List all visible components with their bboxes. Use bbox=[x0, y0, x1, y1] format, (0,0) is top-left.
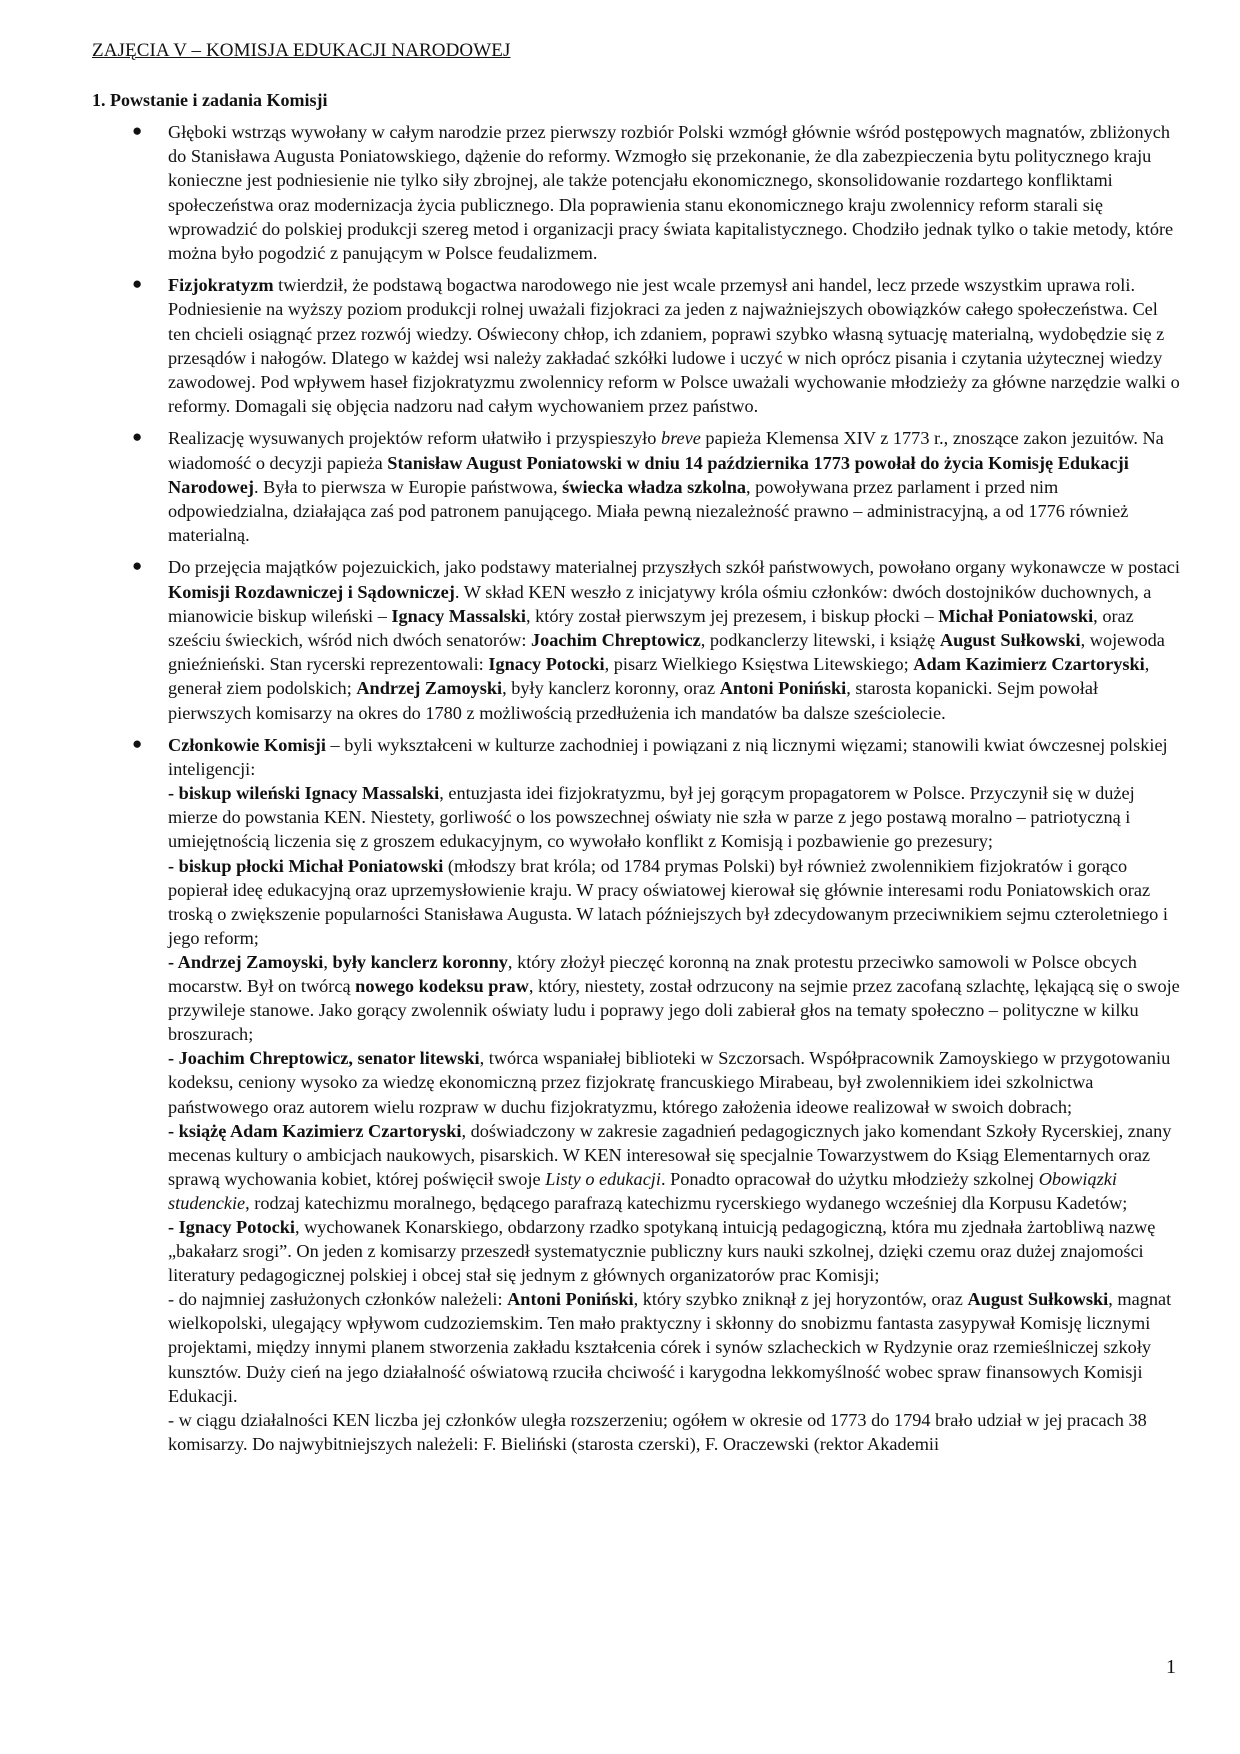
paragraph-run: , który, niestety, został odrzucony na sejmie przez zacofaną szlachtę, lękającą się o swoje przywileje stanowe. Jako gorący zwolennik oświaty ludu i poprawy jego doli zabierał głos na tematy społeczno – polityczne w kilku broszurach; bbox=[168, 976, 1180, 1045]
italic-term: Obowiązki studenckie bbox=[168, 1168, 1117, 1213]
bold-term: Michał Poniatowski bbox=[938, 605, 1094, 626]
member-entry bbox=[168, 950, 1180, 1046]
paragraph-run: – byli wykształceni w kulturze zachodniej i powiązani z nią licznymi więzami; stanowili kwiat ówczesnej polskiej inteligencji: bbox=[168, 734, 1168, 780]
member-entry bbox=[168, 854, 1180, 950]
member-entry bbox=[168, 781, 1180, 853]
bullet-icon: ● bbox=[132, 733, 143, 753]
member-entry bbox=[168, 1215, 1180, 1287]
paragraph-run: , doświadczony w zakresie zagadnień pedagogicznych jako komendant Szkoły Rycerskiej, znany mecenas kultury o ambicjach naukowych, pisarskich. W KEN interesował się specjalnie Towarzystwem do Ksiąg Elementarnych oraz sprawą wychowania kobiet, której poświęcił swoje bbox=[168, 1120, 1172, 1189]
paragraph-text bbox=[168, 733, 1180, 781]
section-heading: 1. Powstanie i zadania Komisji bbox=[92, 90, 328, 110]
list-item bbox=[132, 273, 1180, 418]
bold-term: Członkowie Komisji bbox=[168, 734, 326, 755]
paragraph-run: Do przejęcia majątków pojezuickich, jako podstawy materialnej przyszłych szkół państwowych, powołano organy wykonawcze w postaci bbox=[168, 557, 1180, 578]
page-number: 1 bbox=[1166, 1656, 1176, 1678]
paragraph-text: Głęboki wstrząs wywołany w całym narodzie przez pierwszy rozbiór Polski wzmógł głównie wśród postępowych magnatów, zbliżonych do Stanisława Augusta Poniatowskiego, dążenie do reformy. Wzmogło się przekonanie, że dla zabezpieczenia bytu politycznego kraju konieczne jest podniesienie nie tylko siły zbrojnej, ale także potencjału ekonomicznego, skonsolidowanie rozdartego konfliktami społeczeństwa oraz modernizacja życia publicznego. Dla poprawienia stanu ekonomicznego kraju zwolennicy reform starali się wprowadzić do polskiej produkcji szereg metod i organizacji pracy świata kapitalistycznego. Chodziło jednak tylko o takie metody, które można było pogodzić z panującym w Polsce feudalizmem. bbox=[168, 122, 1174, 264]
bold-term: - biskup płocki Michał Poniatowski bbox=[168, 855, 444, 876]
list-item bbox=[132, 733, 1180, 1456]
paragraph-run: , starosta kopanicki. Sejm powołał pierwszych komisarzy na okres do 1780 z możliwością przedłużenia ich mandatów ba dalsze sześciolecie. bbox=[168, 678, 1099, 723]
bold-term: - książę Adam Kazimierz Czartoryski bbox=[168, 1120, 462, 1141]
paragraph-run: , entuzjasta idei fizjokratyzmu, był jej gorącym propagatorem w Polsce. Przyczynił się w dużej mierze do powstania KEN. Niestety, gorliwość o los powszechnej oświaty nie szła w parze z jego postawą moralno – patriotyczną i umiejętnością liczenia się z groszem edukacyjnym, co wywołało konflikt z Komisją i pozbawienie go prezesury; bbox=[168, 783, 1135, 852]
document-title: ZAJĘCIA V – KOMISJA EDUKACJI NARODOWEJ bbox=[92, 40, 511, 61]
bold-term: - Ignacy Potocki bbox=[168, 1216, 295, 1237]
paragraph-run: twierdził, że podstawą bogactwa narodowego nie jest wcale przemysł ani handel, lecz przede wszystkim uprawa roli. Podniesienie na wyższy poziom produkcji rolnej uważali fizjokraci za jeden z najważniejszych obowiązków całego społeczeństwa. Cel ten chcieli osiągnąć przez rozwój wiedzy. Oświecony chłop, ich zdaniem, poprawi szybko własną sytuację materialną, wydobędzie się z przesądów i nałogów. Dlatego w każdej wsi należy zakładać szkółki ludowe i uczyć w nich oprócz pisania i czytania użytecznej wiedzy zawodowej. Pod wpływem haseł fizjokratyzmu zwolennicy reform w Polsce uważali wychowanie młodzieży za główne narzędzie walki o reformy. Domagali się objęcia nadzoru nad całym wychowaniem przez państwo. bbox=[168, 275, 1180, 417]
list-item bbox=[132, 426, 1180, 547]
italic-term: Listy o edukacji bbox=[545, 1168, 661, 1189]
bold-term: Adam Kazimierz Czartoryski bbox=[913, 654, 1145, 675]
paragraph-run: . W skład KEN weszło z inicjatywy króla ośmiu członków: dwóch dostojników duchownych, a mianowicie biskup wileński – bbox=[168, 581, 1152, 626]
paragraph-run: (młodszy brat króla; od 1784 prymas Polski) był również zwolennikiem fizjokratów i gorąco popierał ideę edukacyjną oraz uprzemysłowienie kraju. W pracy oświatowej kierował się głównie interesami rodu Poniatowskich oraz troską o zwiększenie popularności Stanisława Augusta. W latach późniejszych był zdecydowanym przeciwnikiem sejmu czteroletniego i jego reform; bbox=[168, 855, 1168, 948]
paragraph-run: , oraz sześciu świeckich, wśród nich dwóch senatorów: bbox=[168, 605, 1134, 651]
bold-term: Komisji Rozdawniczej i Sądowniczej bbox=[168, 581, 455, 602]
bold-term: Antoni Poniński bbox=[507, 1289, 634, 1310]
bold-term: - Andrzej Zamoyski bbox=[168, 951, 324, 972]
paragraph-run: , podkanclerzy litewski, i książę bbox=[700, 630, 940, 651]
paragraph-run: , który szybko zniknął z jej horyzontów, oraz bbox=[633, 1289, 968, 1310]
paragraph-run: . Była to pierwsza w Europie państwowa, bbox=[253, 476, 563, 497]
bold-term: były kanclerz koronny bbox=[332, 951, 508, 972]
bold-term: - biskup wileński Ignacy Massalski bbox=[168, 783, 440, 804]
bold-term: August Sułkowski bbox=[939, 630, 1081, 651]
bold-term: Ignacy Massalski bbox=[391, 605, 527, 626]
bold-term: Joachim Chreptowicz bbox=[531, 630, 701, 651]
member-entry bbox=[168, 1287, 1180, 1407]
bold-term: Ignacy Potocki bbox=[488, 654, 605, 675]
paragraph-text bbox=[168, 273, 1180, 418]
paragraph-run: , wojewoda gnieźnieński. Stan rycerski reprezentowali: bbox=[168, 630, 1165, 675]
list-item bbox=[132, 120, 1180, 265]
paragraph-run: , generał ziem podolskich; bbox=[168, 654, 1150, 699]
paragraph-run: Realizację wysuwanych projektów reform ułatwiło i przyspieszyło bbox=[168, 428, 661, 449]
paragraph-run: , bbox=[323, 951, 333, 972]
bullet-list bbox=[132, 120, 1180, 1464]
member-entry bbox=[168, 1408, 1180, 1456]
bullet-icon: ● bbox=[132, 556, 143, 576]
bold-term: Stanisław August Poniatowski w dniu 14 października 1773 powołał do życia Komisję Edukacji Narodowej bbox=[168, 452, 1129, 497]
bullet-icon: ● bbox=[132, 121, 143, 140]
paragraph-run: . Ponadto opracował do użytku młodzieży szkolnej bbox=[660, 1168, 1039, 1189]
paragraph-run: , wychowanek Konarskiego, obdarzony rzadko spotykaną intuicją pedagogiczną, która mu zjednała żartobliwą nazwę „bakałarz srogi”. On jeden z komisarzy przeszedł systematycznie publiczny kurs nauki szkolnej, dzięki czemu oraz dużej znajomości literatury pedagogicznej polskiej i obcej stał się jednym z głównych organizatorów prac Komisji; bbox=[168, 1216, 1156, 1286]
bullet-icon: ● bbox=[132, 427, 143, 447]
bold-term: Antoni Poniński bbox=[719, 678, 847, 699]
list-item bbox=[132, 555, 1180, 724]
paragraph-run: , rodzaj katechizmu moralnego, będącego parafrazą katechizmu rycerskiego wydanego wcześniej dla Korpusu Kadetów; bbox=[245, 1192, 1128, 1213]
bold-term: nowego kodeksu praw bbox=[355, 976, 529, 997]
bold-term: Andrzej Zamoyski bbox=[356, 678, 503, 699]
paragraph-run: , pisarz Wielkiego Księstwa Litewskiego; bbox=[604, 654, 914, 675]
paragraph-text bbox=[168, 426, 1180, 547]
paragraph-run: , który został pierwszym jej prezesem, i biskup płocki – bbox=[526, 605, 939, 626]
bold-term: świecka władza szkolna bbox=[562, 476, 746, 497]
paragraph-text bbox=[168, 555, 1180, 724]
member-entry bbox=[168, 1046, 1180, 1118]
paragraph-run: , powoływana przez parlament i przed nim odpowiedzialna, działająca zaś pod patronem panującego. Miała pewną niezależność prawno – administracyjną, a od 1776 również materialną. bbox=[168, 476, 1129, 546]
paragraph-run: papieża Klemensa XIV z 1773 r., znoszące zakon jezuitów. Na wiadomość o decyzji papieża bbox=[168, 428, 1164, 473]
paragraph-run: - w ciągu działalności KEN liczba jej członków uległa rozszerzeniu; ogółem w okresie od 1773 do 1794 brało udział w jej pracach 38 komisarzy. Do najwybitniejszych należeli: F. Bieliński (starosta czerski), F. Oraczewski (rektor Akademii bbox=[168, 1409, 1147, 1454]
paragraph-run: , twórca wspaniałej biblioteki w Szczorsach. Współpracownik Zamoyskiego w przygotowaniu kodeksu, ceniony wysoko za wiedzę ekonomiczną przez fizjokratę francuskiego Mirabeau, był zwolennikiem idei szkolnictwa państwowego oraz autorem wielu rozpraw w duchu fizjokratyzmu, którego założenia ideowe realizował w swoich dobrach; bbox=[168, 1048, 1171, 1117]
bullet-icon: ● bbox=[132, 274, 143, 294]
bold-term: August Sułkowski bbox=[967, 1289, 1109, 1310]
paragraph-run: , były kanclerz koronny, oraz bbox=[502, 678, 720, 699]
paragraph-run: , magnat wielkopolski, ulegający wpływom cudzoziemskim. Ten mało praktyczny i skłonny do snobizmu fantasta zasypywał Komisję licznymi projektami, między innymi planem stworzenia zakładu kształcenia córek i synów szlacheckich w Rydzynie oraz rzemieślniczej szkoły kunsztów. Duży cień na jego działalność oświatową rzuciła chciwość i karygodna lekkomyślność wobec spraw finansowych Komisji Edukacji. bbox=[168, 1289, 1172, 1406]
italic-term: breve bbox=[660, 428, 701, 449]
paragraph-run: - do najmniej zasłużonych członków należeli: bbox=[168, 1289, 508, 1310]
paragraph-run: , który złożył pieczęć koronną na znak protestu przeciwko samowoli w Polsce obcych mocarstw. Był on twórcą bbox=[168, 951, 1137, 997]
bold-term: Fizjokratyzm bbox=[168, 275, 274, 296]
member-entry bbox=[168, 1119, 1180, 1215]
bold-term: - Joachim Chreptowicz, senator litewski bbox=[168, 1048, 480, 1069]
